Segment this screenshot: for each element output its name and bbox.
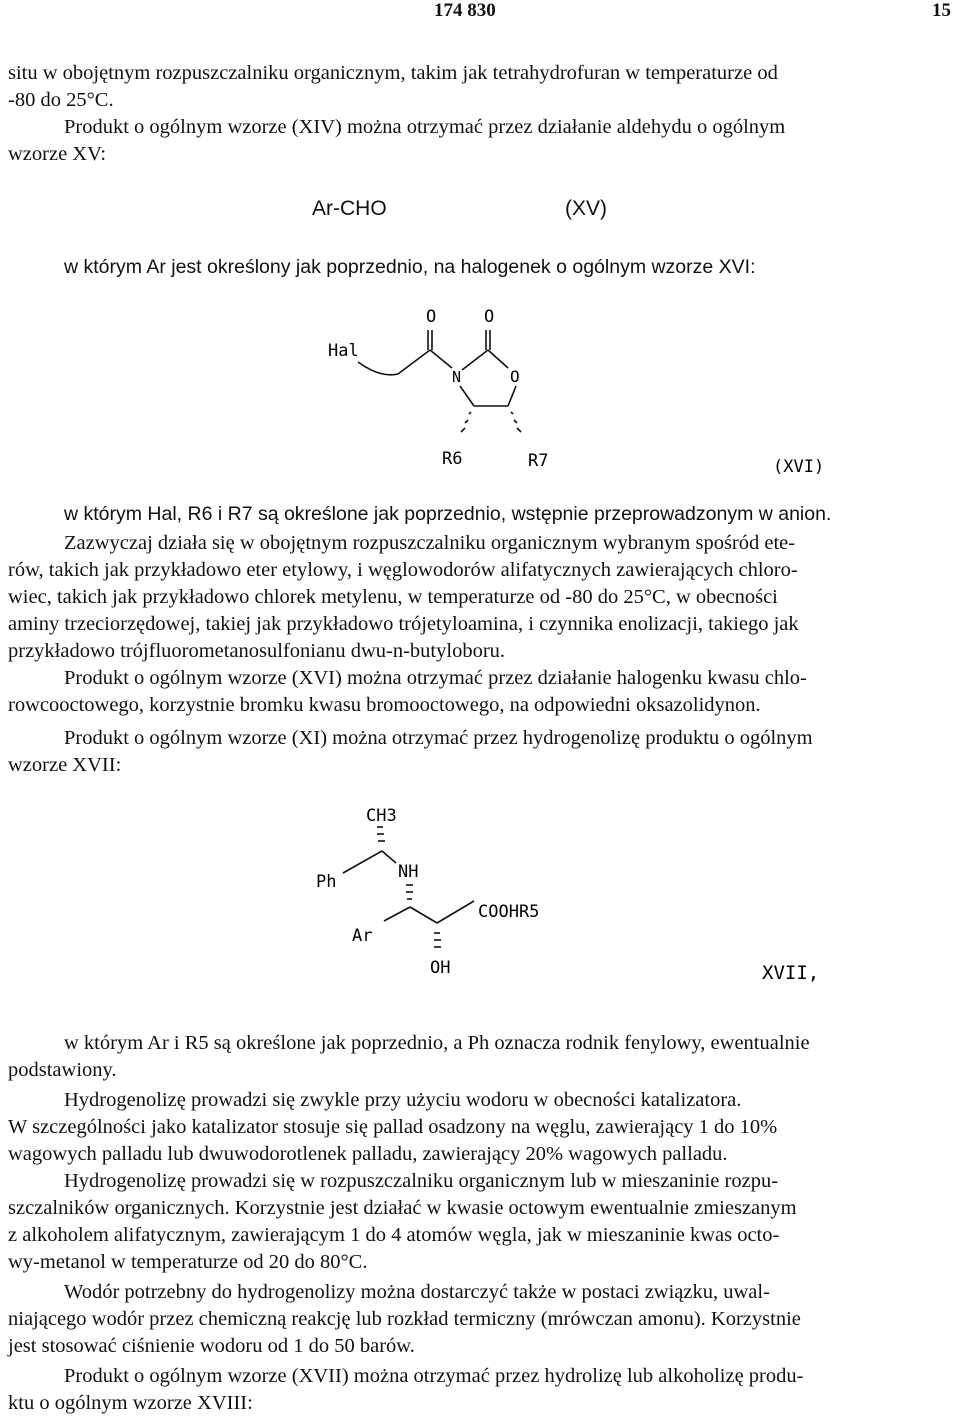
formula-xv-structure: Ar-CHO <box>312 197 387 220</box>
text-line: -80 do 25°C. <box>8 89 114 111</box>
text-line: wiec, takich jak przykładowo chlorek metylenu, w temperaturze od -80 do 25°C, w obecności <box>8 586 778 608</box>
text-line: jest stosować ciśnienie wodoru od 1 do 50 barów. <box>8 1335 415 1357</box>
text-span: Hydrogenolizę prowadzi się zwykle przy użyciu wodoru w obecności katalizatora. <box>64 1089 742 1111</box>
text-span: Wodór potrzebny do hydrogenolizy można dostarczyć także w postaci związku, uwal- <box>64 1281 770 1303</box>
text-line <box>8 114 956 141</box>
bond-line <box>488 350 508 368</box>
bond-line <box>462 350 488 370</box>
atom-ch3: CH3 <box>366 806 397 826</box>
atom-ph: Ph <box>316 872 337 892</box>
formula-xv-label: (XV) <box>565 197 607 220</box>
patent-number: 174 830 <box>434 0 496 21</box>
text-span: w którym Hal, R6 i R7 są określone jak poprzednio, wstępnie przeprowadzonym w anion. <box>64 503 832 525</box>
formula-xvii-label: XVII, <box>762 962 820 984</box>
bond-line <box>382 851 396 863</box>
text-span: w którym Ar jest określony jak poprzednio, na halogenek o ogólnym wzorze XVI: <box>64 256 756 278</box>
text-line: szczalników organicznych. Korzystnie jest działać w kwasie octowym ewentualnie zmieszanym <box>8 1197 797 1219</box>
text-line: W szczególności jako katalizator stosuje się pallad osadzony na węglu, zawierający 1 do 10% <box>8 1116 778 1138</box>
text-span: w którym Ar i R5 są określone jak poprzednio, a Ph oznacza rodnik fenylowy, ewentualnie <box>64 1032 810 1054</box>
bond-line <box>508 386 516 406</box>
hash-bond <box>517 428 521 432</box>
text-span: Zazwyczaj działa się w obojętnym rozpuszczalniku organicznym wybranym spośród ete- <box>64 532 796 554</box>
text-line: ktu o ogólnym wzorze XVIII: <box>8 1392 253 1414</box>
text-span: Produkt o ogólnym wzorze (XIV) można otrzymać przez działanie aldehydu o ogólnym <box>64 116 786 138</box>
text-line <box>8 1168 956 1195</box>
hash-bond <box>465 420 468 423</box>
atom-r7: R7 <box>528 451 549 471</box>
text-span: Produkt o ogólnym wzorze (XI) można otrzymać przez hydrogenolizę produktu o ogólnym <box>64 727 813 749</box>
text-line: rowcooctowego, korzystnie bromku kwasu bromooctowego, na odpowiedni oksazolidynon. <box>8 694 761 716</box>
atom-o-ring: O <box>510 367 520 386</box>
text-line <box>8 1030 956 1057</box>
text-line: wy-metanol w temperaturze od 20 do 80°C. <box>8 1251 368 1273</box>
bond-line <box>398 350 430 374</box>
atom-nh: NH <box>398 862 419 882</box>
atom-hal: Hal <box>328 341 359 361</box>
text-line <box>8 1279 956 1306</box>
formula-xvi-label: (XVI) <box>773 457 825 477</box>
text-line <box>8 254 956 281</box>
text-line: z alkoholem alifatycznym, zawierającym 1 do 4 atomów węgla, jak w mieszaninie kwas octo- <box>8 1224 780 1246</box>
atom-o2: O <box>484 307 495 327</box>
bond-line <box>358 362 398 375</box>
atom-oh: OH <box>430 958 451 978</box>
bond-line <box>384 907 410 921</box>
atom-r6: R6 <box>442 449 463 469</box>
text-line: niającego wodór przez chemiczną reakcję lub rozkład termiczny (mrówczan amonu). Korzystnie <box>8 1308 801 1330</box>
text-span: Hydrogenolizę prowadzi się w rozpuszczalniku organicznym lub w mieszaninie rozpu- <box>64 1170 779 1192</box>
bond-line <box>343 851 382 873</box>
hash-bond <box>469 412 471 414</box>
atom-cooh: COOHR5 <box>478 902 540 922</box>
text-line: rów, takich jak przykładowo eter etylowy, i węglowodorów alifatycznych zawierających chloro- <box>8 559 798 581</box>
text-line <box>8 725 956 752</box>
text-line: wzorze XVII: <box>8 754 122 776</box>
text-line <box>8 1363 956 1390</box>
atom-o1: O <box>426 307 437 327</box>
hash-bond <box>514 420 517 423</box>
formula-xvii-structure <box>0 795 960 1005</box>
text-line <box>8 501 956 528</box>
text-line: podstawiony. <box>8 1059 117 1081</box>
page-number: 15 <box>932 0 951 21</box>
text-line: przykładowo trójfluorometanosulfonianu dwu-n-butyloboru. <box>8 640 506 662</box>
bond-line <box>430 350 452 368</box>
hash-bond <box>461 428 465 432</box>
text-span: Produkt o ogólnym wzorze (XVII) można otrzymać przez hydrolizę lub alkoholizę produ- <box>64 1365 804 1387</box>
text-line <box>8 665 956 692</box>
atom-ar: Ar <box>352 926 373 946</box>
text-span: Produkt o ogólnym wzorze (XVI) można otrzymać przez działanie halogenku kwasu chlo- <box>64 667 807 689</box>
bond-line <box>437 901 474 923</box>
text-line: situ w obojętnym rozpuszczalniku organicznym, takim jak tetrahydrofuran w temperaturze od <box>8 62 778 84</box>
text-line <box>8 530 956 557</box>
bond-line <box>410 907 437 923</box>
hash-bond <box>511 412 513 414</box>
bond-line <box>460 386 474 406</box>
formula-xvi-structure <box>0 290 960 490</box>
atom-n: N <box>452 368 462 386</box>
text-line: wzorze XV: <box>8 143 107 165</box>
text-line: aminy trzeciorzędowej, takiej jak przykładowo trójetyloamina, i czynnika enolizacji, takiego jak <box>8 613 799 635</box>
text-line: wagowych palladu lub dwuwodorotlenek palladu, zawierający 20% wagowych palladu. <box>8 1143 728 1165</box>
text-line <box>8 1087 956 1114</box>
